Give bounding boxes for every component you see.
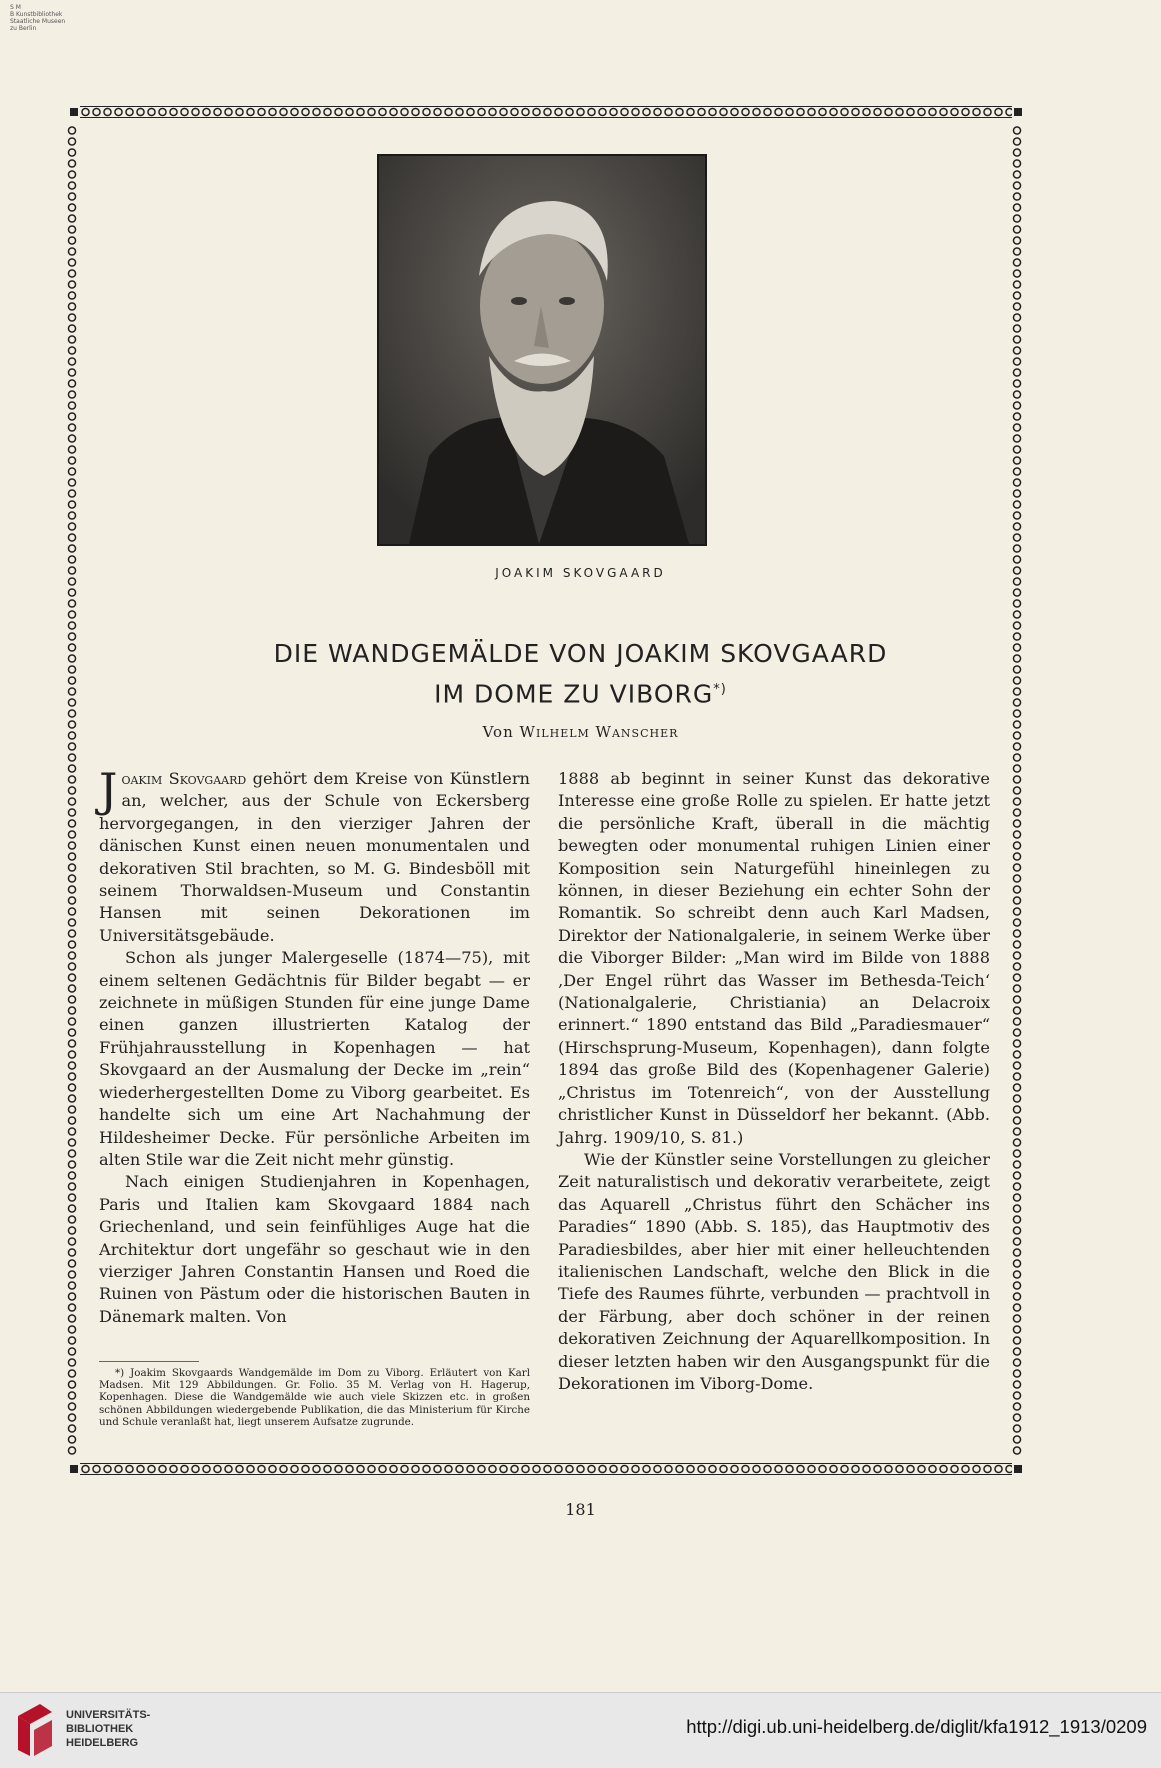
frame-corner — [70, 108, 78, 116]
stamp-line: B Kunstbibliothek — [10, 11, 63, 18]
stamp-line: zu Berlin — [10, 25, 37, 32]
author-byline — [0, 723, 1161, 741]
paragraph: Wie der Künstler seine Vorstellungen zu gleicher Zeit naturalistisch und dekorativ verarbeitete, zeigt das Aquarell „Christus führt den Schächer ins Paradies“ 1890 (Abb. S. 185), das Hauptmotiv des Paradiesbildes, aber hier mit einer helleuchtenden italienischen Landschaft, welche den Blick in die Tiefe des Raumes führte, verbunden — prachtvoll in der Färbung, aber doch schöner in der reinen dekorativen Zeichnung der Aquarellkomposition. In dieser letzten haben wir den Ausgangspunkt für die Dekorationen im Viborg-Dome. — [558, 1149, 990, 1393]
logo-line: HEIDELBERG — [66, 1737, 139, 1749]
title-line-1: DIE WANDGEMÄLDE VON JOAKIM SKOVGAARD — [273, 639, 888, 668]
right-column — [558, 768, 990, 1395]
footnote — [99, 1367, 530, 1428]
frame-left-border — [66, 125, 78, 1455]
portrait-caption: JOAKIM SKOVGAARD — [495, 566, 666, 580]
paragraph: Nach einigen Studienjahren in Kopenhagen, Paris und Italien kam Skovgaard 1884 nach Griechenland, und sein feinfühliges Auge hat die Architektur dort ungefähr so geschaut wie in den vierziger Jahren Constantin Hansen und Roed die Ruinen von Pästum oder die historischen Bauten in Dänemark malten. Von — [99, 1172, 530, 1326]
frame-right-border — [1011, 125, 1023, 1455]
paragraph: 1888 ab beginnt in seiner Kunst das dekorative Interesse eine große Rolle zu spielen. Er hatte jetzt die persönliche Kraft, überall in die mächtig bewegten oder monumental ruhigen Linien einer Komposition sein Naturgefühl hineinlegen zu können, in dieser Beziehung ein echter Sohn der Romantik. So schreibt denn auch Karl Madsen, Direktor der Nationalgalerie, in seinem Werke über die Viborger Bilder: „Man wird im Bilde von 1888 ‚Der Engel rührt das Wasser im Bethesda-Teich‘ (Nationalgalerie, Christiania) an Delacroix erinnert.“ 1890 entstand das Bild „Paradiesmauer“ (Hirschsprung-Museum, Kopenhagen), dann folgte 1894 das große Bild des (Kopenhagener Galerie) „Christus im Totenreich“, von der Ausstellung christlicher Kunst in Düsseldorf her bekannt. (Abb. Jahrg. 1909/10, S. 81.) — [558, 769, 990, 1147]
paragraph-text: gehört dem Kreise von Künstlern an, welcher, aus der Schule von Eckersberg hervorgegangen, in den vierziger Jahren der dänischen Kunst einen neuen monumentalen und dekorativen Stil brachten, so M. G. Bindesböll mit seinem Thorwaldsen-Museum und Constantin Hansen mit seinen Dekorationen im Universitätsgebäude. — [99, 769, 530, 945]
library-logo-icon — [14, 1700, 56, 1756]
page-number: 181 — [565, 1500, 596, 1519]
frame-corner — [1014, 108, 1022, 116]
drop-cap: J — [99, 763, 118, 817]
footnote-rule — [99, 1361, 199, 1362]
footnote-marker: *) — [713, 682, 727, 697]
source-url-link[interactable]: http://digi.ub.uni-heidelberg.de/diglit/kfa1912_1913/0209 — [686, 1716, 1147, 1737]
lead-name: oakim Skovgaard — [121, 769, 247, 788]
logo-line: UNIVERSITÄTS- — [66, 1709, 151, 1721]
stamp-line: Staatliche Museen — [10, 18, 66, 25]
frame-top-border — [70, 106, 1022, 118]
portrait-photo — [377, 154, 707, 546]
frame-corner — [70, 1465, 78, 1473]
author-name: Wilhelm Wanscher — [519, 723, 679, 741]
frame-bottom-border — [70, 1463, 1022, 1475]
paragraph: Schon als junger Malergeselle (1874—75), mit einem seltenen Gedächtnis für Bilder begabt — er zeichnete in müßigen Stunden für eine junge Dame einen ganzen illustrierten Katalog der Frühjahrausstellung in Kopenhagen — hat Skovgaard an der Ausmalung der Decke im „rein“ wiederhergestellten Dome zu Viborg gearbeitet. Es handelte sich um eine Art Nachahmung der Hildesheimer Decke. Für persönliche Arbeiten im alten Stile war die Zeit nicht mehr günstig. — [99, 948, 530, 1169]
article-title — [0, 636, 1161, 712]
stamp-line: S M — [10, 4, 21, 11]
footnote-text: *) Joakim Skovgaards Wandgemälde im Dom zu Viborg. Erläutert von Karl Madsen. Mit 129 Abbildungen. Gr. Folio. 35 M. Verlag von H. Hagerup, Kopenhagen. Diese die Wandgemälde wie auch viele Skizzen etc. in großen schönen Abbildungen wiedergebende Publikation, die das Ministerium für Kirche und Schule veranlaßt hat, liegt unserem Aufsatze zugrunde. — [99, 1367, 530, 1428]
frame-corner — [1014, 1465, 1022, 1473]
library-stamp — [10, 4, 65, 32]
frame-ornament-band — [80, 1463, 1012, 1475]
logo-line: BIBLIOTHEK — [66, 1723, 134, 1735]
library-logo-text — [66, 1708, 150, 1750]
frame-ornament-band — [80, 106, 1012, 118]
left-column — [99, 763, 530, 1328]
author-prefix: Von — [482, 723, 514, 741]
title-line-2: IM DOME ZU VIBORG — [434, 679, 714, 709]
paragraph — [99, 763, 530, 947]
